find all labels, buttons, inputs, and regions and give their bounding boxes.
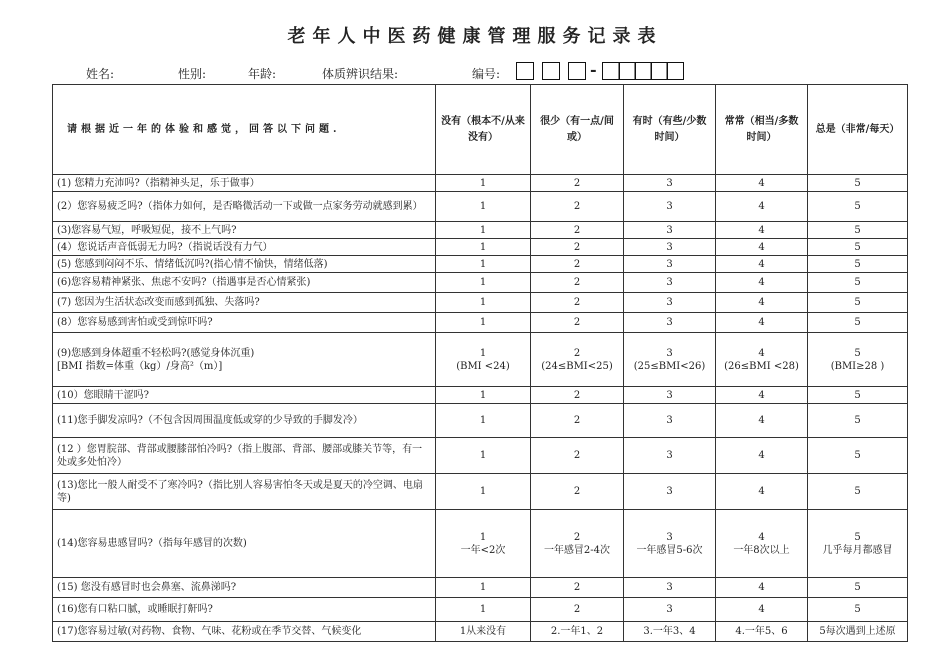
- score-option-2[interactable]: 2: [531, 404, 624, 438]
- header-col-5: 总是（非常/每天）: [808, 85, 908, 175]
- table-row: [53, 333, 908, 387]
- question-cell: (14)您容易患感冒吗?（指每年感冒的次数): [53, 510, 436, 578]
- table-row: [53, 510, 908, 578]
- score-option-3[interactable]: 3: [624, 293, 716, 313]
- score-option-3[interactable]: 3: [624, 192, 716, 222]
- score-option-2[interactable]: 2: [531, 578, 624, 598]
- table-row: [53, 578, 908, 598]
- score-option-5[interactable]: 5: [808, 313, 908, 333]
- score-option-3[interactable]: 3: [624, 474, 716, 510]
- table-row: [53, 598, 908, 622]
- score-option-4[interactable]: 4: [716, 474, 808, 510]
- score-option-5[interactable]: 5 (BMI≥28 ): [808, 333, 908, 387]
- header-col-3: 有时（有些/少数时间）: [624, 85, 716, 175]
- score-option-1[interactable]: 1: [436, 474, 531, 510]
- table-row: [53, 192, 908, 222]
- score-option-1[interactable]: 1: [436, 313, 531, 333]
- score-option-4[interactable]: 4: [716, 438, 808, 474]
- age-label: 年龄:: [248, 67, 277, 81]
- score-option-1[interactable]: 1: [436, 438, 531, 474]
- record-table: [52, 84, 908, 642]
- score-option-5[interactable]: 5: [808, 404, 908, 438]
- score-option-2[interactable]: 2: [531, 192, 624, 222]
- score-option-3[interactable]: 3: [624, 387, 716, 404]
- question-cell: (10）您眼睛干涩吗?: [53, 387, 436, 404]
- number-label: 编号:: [472, 67, 501, 81]
- score-option-1[interactable]: 1 (BMI <24): [436, 333, 531, 387]
- question-cell: (2）您容易疲乏吗?（指体力如何，是否略微活动一下或做一点家务劳动就感到累）: [53, 192, 436, 222]
- question-cell: (7) 您因为生活状态改变而感到孤独、失落吗?: [53, 293, 436, 313]
- score-option-4[interactable]: 4: [716, 273, 808, 293]
- table-row: [53, 256, 908, 273]
- score-option-2[interactable]: 2: [531, 293, 624, 313]
- question-cell: (8）您容易感到害怕或受到惊吓吗?: [53, 313, 436, 333]
- score-option-5[interactable]: 5每次遇到上述原: [808, 622, 908, 642]
- score-option-3[interactable]: 3: [624, 404, 716, 438]
- score-option-5[interactable]: 5: [808, 438, 908, 474]
- score-option-4[interactable]: 4 一年8次以上: [716, 510, 808, 578]
- question-cell: (3)您容易气短，呼吸短促，接不上气吗?: [53, 222, 436, 239]
- score-option-5[interactable]: 5: [808, 578, 908, 598]
- score-option-1[interactable]: 1: [436, 273, 531, 293]
- info-line: [0, 62, 950, 82]
- score-option-5[interactable]: 5: [808, 273, 908, 293]
- table-row: [53, 222, 908, 239]
- score-option-5[interactable]: 5: [808, 256, 908, 273]
- question-cell: (13)您比一般人耐受不了寒冷吗?（指比别人容易害怕冬天或是夏天的冷空调、电扇等): [53, 474, 436, 510]
- score-option-4[interactable]: 4: [716, 387, 808, 404]
- score-option-3[interactable]: 3: [624, 239, 716, 256]
- score-option-4[interactable]: 4: [716, 598, 808, 622]
- score-option-4[interactable]: 4: [716, 293, 808, 313]
- score-option-4[interactable]: 4: [716, 256, 808, 273]
- score-option-3[interactable]: 3: [624, 438, 716, 474]
- score-option-4[interactable]: 4: [716, 578, 808, 598]
- page-title: 老年人中医药健康管理服务记录表: [287, 26, 663, 47]
- score-option-5[interactable]: 5: [808, 387, 908, 404]
- score-option-1[interactable]: 1: [436, 598, 531, 622]
- header-col-2: 很少（有一点/间或）: [531, 85, 624, 175]
- score-option-1[interactable]: 1 一年<2次: [436, 510, 531, 578]
- name-label: 姓名:: [86, 67, 115, 81]
- score-option-2[interactable]: 2: [531, 256, 624, 273]
- score-option-2[interactable]: 2: [531, 598, 624, 622]
- score-option-5[interactable]: 5: [808, 175, 908, 192]
- score-option-1[interactable]: 1: [436, 387, 531, 404]
- score-option-5[interactable]: 5: [808, 192, 908, 222]
- question-cell: (9)您感到身体超重不轻松吗?(感觉身体沉重) [BMI 指数=体重（kg）/身高²（m）]: [53, 333, 436, 387]
- score-option-4[interactable]: 4: [716, 404, 808, 438]
- table-row: [53, 387, 908, 404]
- question-cell: (17)您容易过敏(对药物、食物、气味、花粉或在季节交替、气候变化: [53, 622, 436, 642]
- score-option-1[interactable]: 1: [436, 578, 531, 598]
- score-option-4[interactable]: 4: [716, 175, 808, 192]
- score-option-1[interactable]: 1: [436, 404, 531, 438]
- number-boxes-group[interactable]: [602, 62, 684, 80]
- score-option-4[interactable]: 4: [716, 192, 808, 222]
- table-row: [53, 438, 908, 474]
- score-option-3[interactable]: 3: [624, 222, 716, 239]
- table-row: [53, 313, 908, 333]
- header-question: 请根据近一年的体验和感觉，回答以下问题.: [53, 85, 436, 175]
- question-cell: (6)您容易精神紧张、焦虑不安吗?（指遇事是否心情紧张): [53, 273, 436, 293]
- score-option-1[interactable]: 1: [436, 175, 531, 192]
- table-row: [53, 273, 908, 293]
- table-row: [53, 404, 908, 438]
- score-option-1[interactable]: 1: [436, 192, 531, 222]
- table-row: [53, 622, 908, 642]
- table-row: [53, 239, 908, 256]
- score-option-2[interactable]: 2: [531, 222, 624, 239]
- score-option-2[interactable]: 2: [531, 239, 624, 256]
- score-option-5[interactable]: 5: [808, 474, 908, 510]
- score-option-1[interactable]: 1: [436, 293, 531, 313]
- score-option-3[interactable]: 3: [624, 273, 716, 293]
- score-option-1[interactable]: 1: [436, 256, 531, 273]
- score-option-1[interactable]: 1: [436, 239, 531, 256]
- score-option-3[interactable]: 3: [624, 598, 716, 622]
- score-option-3[interactable]: 3: [624, 578, 716, 598]
- table-row: [53, 474, 908, 510]
- score-option-1[interactable]: 1从来没有: [436, 622, 531, 642]
- header-col-1: 没有（根本不/从来没有）: [436, 85, 531, 175]
- score-option-2[interactable]: 2: [531, 175, 624, 192]
- score-option-2[interactable]: 2: [531, 387, 624, 404]
- number-box[interactable]: [568, 62, 586, 80]
- question-cell: (16)您有口粘口腻，或睡眠打鼾吗?: [53, 598, 436, 622]
- score-option-2[interactable]: 2: [531, 273, 624, 293]
- score-option-1[interactable]: 1: [436, 222, 531, 239]
- score-option-3[interactable]: 3 (25≤BMI<26): [624, 333, 716, 387]
- question-cell: (12 ）您胃脘部、背部或腰膝部怕冷吗?（指上腹部、背部、腰部或膝关节等，有一处或多处怕冷）: [53, 438, 436, 474]
- score-option-2[interactable]: 2.一年1、2: [531, 622, 624, 642]
- question-cell: (11)您手脚发凉吗?（不包含因周围温度低或穿的少导致的手脚发冷）: [53, 404, 436, 438]
- score-option-4[interactable]: 4.一年5、6: [716, 622, 808, 642]
- score-option-4[interactable]: 4: [716, 313, 808, 333]
- header-col-4: 常常（相当/多数时间）: [716, 85, 808, 175]
- score-option-3[interactable]: 3 一年感冒5-6次: [624, 510, 716, 578]
- score-option-5[interactable]: 5: [808, 222, 908, 239]
- score-option-5[interactable]: 5: [808, 239, 908, 256]
- score-option-2[interactable]: 2: [531, 438, 624, 474]
- score-option-3[interactable]: 3: [624, 256, 716, 273]
- score-option-2[interactable]: 2 (24≤BMI<25): [531, 333, 624, 387]
- number-box[interactable]: [516, 62, 534, 80]
- question-cell: (5) 您感到闷闷不乐、情绪低沉吗?(指心情不愉快，情绪低落): [53, 256, 436, 273]
- question-cell: (1) 您精力充沛吗?（指精神头足，乐于做事）: [53, 175, 436, 192]
- score-option-5[interactable]: 5 几乎每月都感冒: [808, 510, 908, 578]
- score-option-2[interactable]: 2: [531, 313, 624, 333]
- table-row: [53, 293, 908, 313]
- score-option-3[interactable]: 3: [624, 313, 716, 333]
- number-dash: -: [590, 60, 597, 79]
- header-row: [53, 85, 908, 175]
- score-option-2[interactable]: 2: [531, 474, 624, 510]
- score-option-5[interactable]: 5: [808, 598, 908, 622]
- score-option-5[interactable]: 5: [808, 293, 908, 313]
- sex-label: 性别:: [178, 67, 207, 81]
- score-option-2[interactable]: 2 一年感冒2-4次: [531, 510, 624, 578]
- table-row: [53, 175, 908, 192]
- question-cell: (4）您说话声音低弱无力吗?（指说话没有力气）: [53, 239, 436, 256]
- score-option-4[interactable]: 4: [716, 222, 808, 239]
- number-box[interactable]: [542, 62, 560, 80]
- score-option-4[interactable]: 4 (26≤BMI <28): [716, 333, 808, 387]
- score-option-4[interactable]: 4: [716, 239, 808, 256]
- question-cell: (15) 您没有感冒时也会鼻塞、流鼻涕吗?: [53, 578, 436, 598]
- result-label: 体质辨识结果:: [322, 67, 399, 81]
- score-option-3[interactable]: 3: [624, 175, 716, 192]
- score-option-3[interactable]: 3.一年3、4: [624, 622, 716, 642]
